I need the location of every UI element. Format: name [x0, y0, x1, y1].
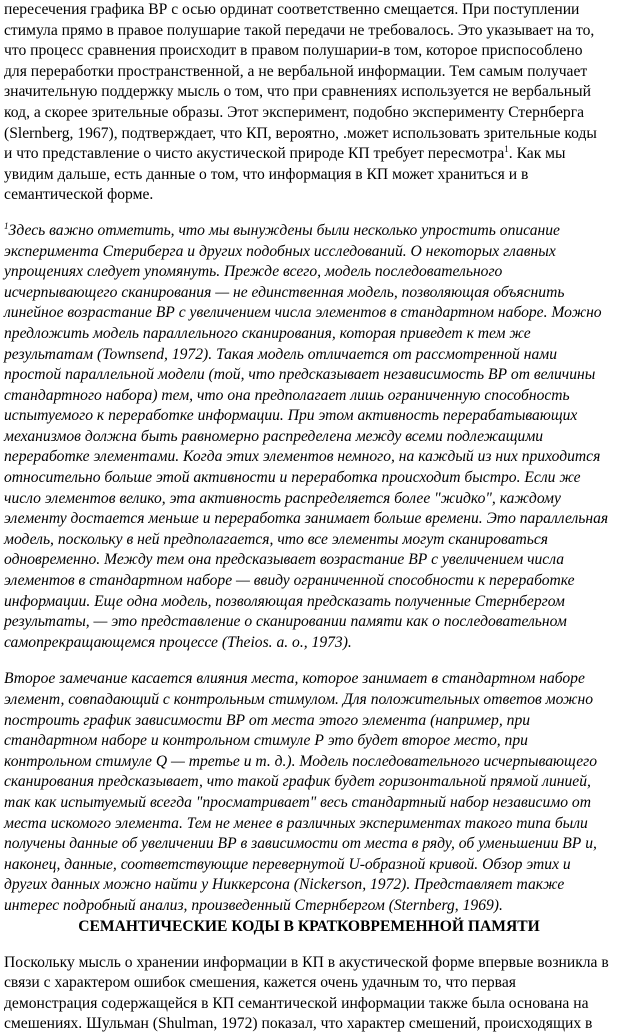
text-line: стандартном наборе и контрольном стимуле Р это будет второе место, при — [4, 732, 528, 750]
text-line: других данных можно найти у Никкерсона (Nickerson, 1972). Представляет также — [4, 876, 565, 894]
footnote-1 — [4, 221, 614, 653]
text-line: относительно больше этой активности и переработка происходит быстро. Если же — [4, 469, 581, 487]
document-page — [4, 0, 614, 1035]
text-line: стимула прямо в правое полушарие такой передачи не требовалось. Это указывает на то, — [4, 21, 595, 39]
second-note — [4, 669, 614, 916]
text-line: увидим дальше, есть данные о том, что информация в КП может храниться и в — [4, 165, 529, 183]
text-line: стандартного набора) тем, что она предполагает лишь ограниченную способность — [4, 386, 570, 404]
text-line: наконец, данные, соответствующие перевернутой U-образной кривой. Обзор этих и — [4, 855, 571, 873]
text-line: информации. Еще одна модель, позволяющая предсказать полученные Стернбергом — [4, 592, 565, 610]
intro-paragraph — [4, 0, 614, 206]
text-line: демонстрация содержащейся в КП семантической информации также была основана на — [4, 994, 589, 1012]
text-line: простой параллельной модели (той, что предсказывает независимость ВР от величины — [4, 366, 596, 384]
closing-paragraph — [4, 953, 614, 1035]
text-line: модель, поскольку в ней предполагается, что все элементы могут сканироваться — [4, 530, 549, 548]
text-line: одновременно. Между тем она предсказывает возрастание ВР с увеличением числа — [4, 551, 565, 569]
text-line: контрольном стимуле Q — третье и т. д.). Модель последовательного исчерпывающего — [4, 752, 598, 770]
text-line: семантической форме. — [4, 186, 154, 204]
text-line: самопрекращающемся процессе (Theios. a. o., 1973). — [4, 633, 352, 651]
text-line: результатам (Townsend, 1972). Такая модель отличается от рассмотренной нами — [4, 345, 558, 363]
text-line: сканирования предсказывает, что такой график будет горизонтальной прямой линией, — [4, 773, 591, 791]
text-line: для переработки пространственной, а не вербальной информации. Тем самым получает — [4, 62, 588, 80]
text-line: механизмов должна быть равномерно распределена между всеми подлежащими — [4, 427, 544, 445]
text-line: линейное возрастание ВР с увеличением числа элементов в стандартном наборе. Можно — [4, 304, 602, 322]
text-line: упрощениях следует упомянуть. Прежде всего, модель последовательного — [4, 263, 503, 281]
text-line: места искомого элемента. Тем не менее в различных экспериментах такого типа были — [4, 814, 588, 832]
footnote-first-line — [4, 221, 614, 242]
text-fragment: и что представление о чисто акустической природе КП требует пересмотра — [4, 145, 505, 163]
text-line: предложить модель параллельного сканирования, которая приведет к тем же — [4, 324, 531, 342]
text-fragment: . Как мы — [508, 145, 566, 163]
text-line: интерес подробный анализ, произведенный Стернбергом (Sternberg, 1969). — [4, 896, 503, 914]
text-line: Второе замечание касается влияния места, которое занимает в стандартном наборе — [4, 670, 585, 688]
text-line: результаты, — это представление о сканировании памяти как о последовательном — [4, 613, 567, 631]
text-line: исчерпывающего сканирования — не единственная модель, позволяющая объяснить — [4, 283, 565, 301]
text-line: Поскольку мысль о хранении информации в КП в акустической форме впервые возникла в — [4, 953, 609, 971]
text-line: пересечения графика ВР с осью ординат соответственно смещается. При поступлении — [4, 1, 580, 18]
text-line: получены данные об увеличении ВР в зависимости от места в ряду, об уменьшении ВР и, — [4, 835, 597, 853]
text-line: элемент, совпадающий с контрольным стимулом. Для положительных ответов можно — [4, 691, 594, 708]
text-line: эксперимента Стериберга и других подобных исследований. О некоторых главных — [4, 242, 556, 260]
text-line: построить график зависимости ВР от места этого элемента (например, при — [4, 711, 531, 729]
text-line: связи с характером ошибок смешения, кажется очень удачным то, что первая — [4, 974, 516, 992]
text-line: так как испытуемый всегда "просматривает" весь стандартный набор независимо от — [4, 793, 591, 811]
text-line-with-footnote-ref — [4, 144, 614, 165]
footnote-reference[interactable]: 1 — [504, 143, 509, 154]
text-line: испытуемого к переработке информации. При этом активность перерабатывающих — [4, 407, 578, 425]
text-line: число элементов велико, эта активность распределяется более "жидко", каждому — [4, 489, 561, 507]
text-line: элементу достается меньше и переработка занимает больше времени. Это параллельная — [4, 510, 609, 528]
text-line: смешениях. Шульман (Shulman, 1972) показал, что характер смешений, происходящих в — [4, 1015, 593, 1033]
text-line: переработке элементами. Когда этих элементов немного, на каждый из них приходится — [4, 448, 601, 466]
text-line: (Slernberg, 1967), подтверждает, что КП, вероятно, .может использовать зрительные коды — [4, 124, 597, 142]
text-line: значительную поддержку мысль о том, что при сравнениях используется не вербальный — [4, 83, 591, 101]
text-line: элементов в стандартном наборе — ввиду ограниченной способности к переработке — [4, 572, 575, 590]
text-fragment: Здесь важно отметить, что мы вынуждены были несколько упростить описание — [8, 221, 560, 239]
section-heading: СЕМАНТИЧЕСКИЕ КОДЫ В КРАТКОВРЕМЕННОЙ ПАМЯТИ — [78, 917, 540, 935]
text-line: что процесс сравнения происходит в правом полушарии-в том, которое приспособлено — [4, 42, 583, 60]
text-line: код, а скорее зрительные образы. Этот эксперимент, подобно эксперименту Стернберга — [4, 103, 585, 121]
footnote-marker: 1 — [4, 220, 9, 231]
